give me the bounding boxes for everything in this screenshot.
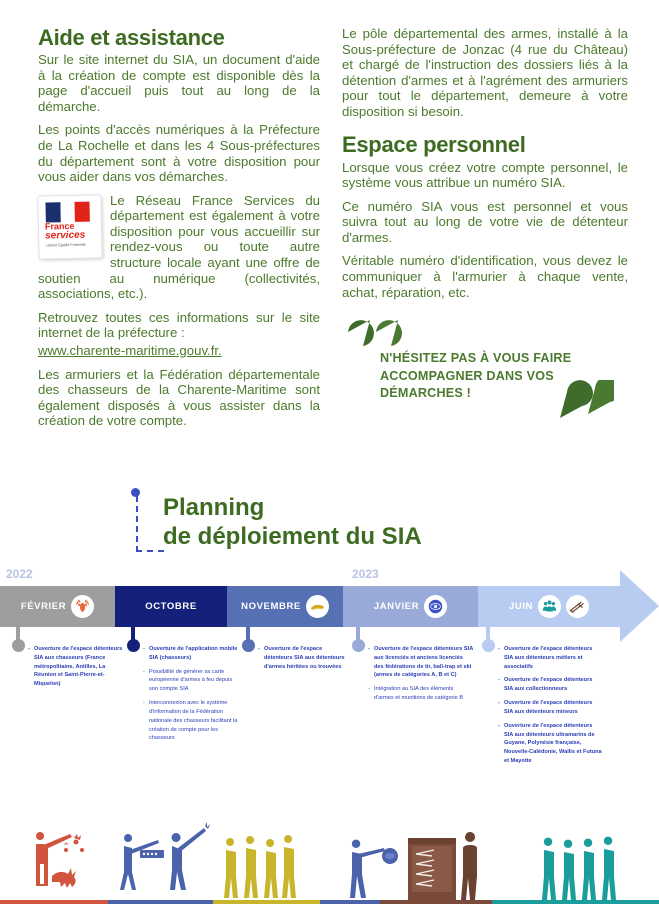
france-services-logo <box>37 194 102 259</box>
list-item: - Intégration au SIA des éléments d'armes et munitions de catégorie B <box>368 685 474 703</box>
callout-block <box>342 318 628 423</box>
prefecture-link-wrap <box>38 343 320 359</box>
ground-line <box>0 900 659 904</box>
segment-label-octobre: OCTOBRE <box>145 601 197 612</box>
detail-list-novembre <box>258 645 352 676</box>
clay-target-icon <box>424 595 447 618</box>
list-item: - Ouverture de l'espace détenteurs SIA aux détenteurs mineurs <box>498 699 602 717</box>
quote-mark-close-icon <box>552 380 614 422</box>
france-services-paragraph-block <box>38 193 320 302</box>
firearms-icon <box>566 595 589 618</box>
aide-heading: Aide et assistance <box>38 25 225 50</box>
timeline-segment-juin[interactable] <box>478 586 620 627</box>
list-item: - Interconnexion avec le système d'information de la Fédération nationale des chasseurs facilitant la création de compte pour les chasseurs <box>143 699 241 743</box>
aide-paragraph-2: Les points d'accès numériques à la Préfecture de La Rochelle et dans les 4 Sous-préfectures du département sont à votre disposition pour vous aider dans vos démarches. <box>38 122 320 185</box>
list-item: - Possibilité de générer sa carte européenne d'armes à feu depuis son compte SIA <box>143 668 241 694</box>
footer-silhouettes <box>0 818 659 909</box>
segment-label-fevrier: FÉVRIER <box>20 601 67 612</box>
right-column <box>342 26 628 435</box>
people-group-icon <box>538 595 561 618</box>
aide-paragraph-4: Retrouvez toutes ces informations sur le site internet de la préfecture : <box>38 309 320 341</box>
planning-title-block <box>0 480 659 575</box>
aide-paragraph-3: Le Réseau France Services du département est également à votre disposition pour vous accueillir sur rendez-vous ou toute autre structure locale ayant une offre de soutien au numérique (collectivités, associations, etc.). <box>38 192 320 302</box>
prefecture-website-link[interactable]: www.charente-maritime.gouv.fr. <box>38 342 222 358</box>
clay-shooter <box>350 840 398 898</box>
list-item: - Ouverture de l'espace détenteurs SIA aux détenteurs d'armes héritées ou trouvées <box>258 645 352 671</box>
timeline-detail-columns <box>0 627 659 817</box>
aide-paragraph-1: Sur le site internet du SIA, un document d'aide à la création de compte est disponible dès la page d'accueil puis tout au long de la démarche. <box>38 52 320 114</box>
text-columns <box>0 0 659 435</box>
segment-label-novembre: NOVEMBRE <box>241 601 301 612</box>
timeline-segment-octobre[interactable] <box>115 586 227 627</box>
detail-list-janvier <box>368 645 474 708</box>
french-flag-icon <box>45 201 89 222</box>
standing-people <box>224 835 296 898</box>
planning-title <box>163 493 422 552</box>
segment-label-janvier: JANVIER <box>373 601 420 612</box>
quote-mark-open-icon <box>346 318 406 354</box>
sport-shooters <box>120 822 210 890</box>
espace-paragraph-2: Ce numéro SIA vous est personnel et vous suivra tout au long de votre vie de détenteur d'armes. <box>342 198 628 245</box>
espace-personnel-heading: Espace personnel <box>342 132 526 158</box>
detail-list-juin <box>498 645 602 771</box>
hunter-with-dog <box>36 832 84 888</box>
timeline <box>0 567 659 627</box>
year-label-2022: 2022 <box>6 567 33 581</box>
list-item: - Ouverture de l'espace détenteurs SIA aux détenteurs ultramarins de Guyane, Polynésie française, Nouvelle-Calédonie, Wallis et Futuna et Mayotte <box>498 722 602 766</box>
logo-motto: Liberté Égalité Fraternité <box>46 242 86 248</box>
footer-illustration <box>0 818 659 909</box>
logo-line-1: France <box>44 220 75 232</box>
list-item: - Ouverture de l'application mobile SIA (chasseurs) <box>143 645 241 663</box>
detail-list-octobre <box>143 645 241 748</box>
collectors-group <box>542 837 616 900</box>
gun-cabinet-and-armourer <box>408 832 477 900</box>
pole-departemental-paragraph: Le pôle départemental des armes, installé à la Sous-préfecture de Jonzac (4 rue du Château) et chargé de l'instruction des dossiers liés à la détention d'armes et à l'agrément des armuriers pour tout le département, demeure à votre disposition si besoin. <box>342 26 628 119</box>
list-item: - Ouverture de l'espace détenteurs SIA aux licenciés et anciens licenciés des fédérations de tir, ball-trap et ski (armes de catégories A, B et C) <box>368 645 474 680</box>
left-column <box>38 26 320 435</box>
timeline-segment-janvier[interactable] <box>343 586 478 627</box>
aide-paragraph-5: Les armuriers et la Fédération départementale des chasseurs de la Charente-Maritime sont également disposés à vous assister dans la création de votre compte. <box>38 366 320 429</box>
logo-line-2: services <box>45 229 86 242</box>
planning-title-line-2: de déploiement du SIA <box>163 523 422 551</box>
list-item: - Ouverture de l'espace détenteurs SIA aux chasseurs (France métropolitaine, Antilles, La Réunion et Saint-Pierre-et-Miquelon) <box>28 645 126 689</box>
segment-label-juin: JUIN <box>508 601 534 612</box>
year-label-2023: 2023 <box>352 567 379 581</box>
espace-paragraph-3: Véritable numéro d'identification, vous devez le communiquer à l'armurier à chaque vente, achat, réparation, etc. <box>342 253 628 300</box>
detail-list-fevrier <box>28 645 126 694</box>
espace-paragraph-1: Lorsque vous créez votre compte personnel, le système vous attribue un numéro SIA. <box>342 159 628 191</box>
timeline-segment-novembre[interactable] <box>227 586 343 627</box>
timeline-bar <box>0 586 620 627</box>
planning-title-line-1: Planning <box>163 494 265 521</box>
planning-dashed-connector <box>136 496 164 552</box>
callout-text: N'HÉSITEZ PAS À VOUS FAIRE ACCOMPAGNER DANS VOS DÉMARCHES ! <box>380 351 572 400</box>
timeline-segment-fevrier[interactable] <box>0 586 115 627</box>
list-item: - Ouverture de l'espace détenteurs SIA aux détenteurs métiers et associatifs <box>498 645 602 671</box>
hand-holding-icon <box>306 595 329 618</box>
list-item: - Ouverture de l'espace détenteurs SIA aux collectionneurs <box>498 676 602 694</box>
deer-head-icon <box>71 595 94 618</box>
